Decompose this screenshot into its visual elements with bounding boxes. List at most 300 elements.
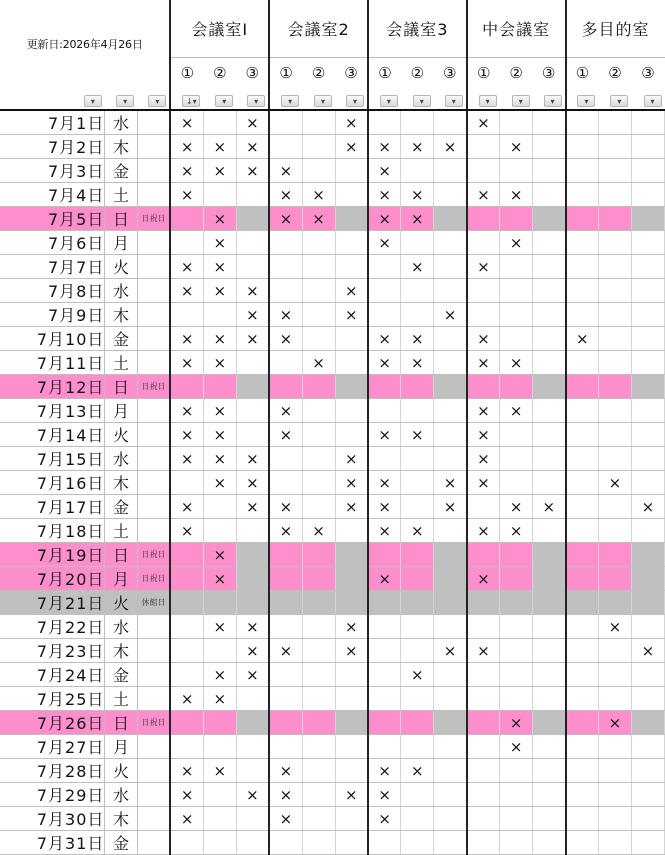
booking-cell[interactable] — [533, 567, 566, 591]
filter-dropdown-button[interactable] — [577, 95, 595, 107]
booking-cell[interactable] — [500, 423, 533, 447]
booking-cell[interactable] — [598, 495, 631, 519]
booking-cell[interactable] — [434, 183, 467, 207]
booking-cell[interactable] — [566, 183, 599, 207]
booking-cell[interactable]: × — [203, 327, 236, 351]
booking-cell[interactable] — [566, 759, 599, 783]
booking-cell[interactable] — [302, 831, 335, 855]
booking-cell[interactable] — [566, 110, 599, 135]
booking-cell[interactable] — [533, 183, 566, 207]
day-note-cell[interactable] — [137, 351, 170, 375]
booking-cell[interactable]: × — [500, 135, 533, 159]
filter-dropdown-button[interactable] — [281, 95, 299, 107]
booking-cell[interactable] — [302, 471, 335, 495]
weekday-cell[interactable]: 日 — [105, 711, 137, 735]
booking-cell[interactable]: × — [467, 567, 500, 591]
booking-cell[interactable]: × — [269, 399, 302, 423]
booking-cell[interactable]: × — [170, 519, 203, 543]
day-note-cell[interactable] — [137, 519, 170, 543]
booking-cell[interactable] — [203, 639, 236, 663]
date-cell[interactable]: 7月24日 — [0, 663, 105, 687]
booking-cell[interactable] — [368, 447, 401, 471]
day-note-cell[interactable] — [137, 447, 170, 471]
booking-cell[interactable]: × — [500, 735, 533, 759]
booking-cell[interactable] — [533, 135, 566, 159]
booking-cell[interactable]: × — [236, 639, 269, 663]
booking-cell[interactable] — [500, 447, 533, 471]
booking-cell[interactable] — [500, 375, 533, 399]
booking-cell[interactable] — [401, 159, 434, 183]
weekday-cell[interactable]: 火 — [105, 423, 137, 447]
booking-cell[interactable] — [566, 471, 599, 495]
weekday-cell[interactable]: 金 — [105, 159, 137, 183]
booking-cell[interactable] — [598, 159, 631, 183]
booking-cell[interactable] — [631, 471, 664, 495]
booking-cell[interactable] — [631, 303, 664, 327]
booking-cell[interactable]: × — [467, 110, 500, 135]
booking-cell[interactable] — [170, 543, 203, 567]
date-cell[interactable]: 7月17日 — [0, 495, 105, 519]
booking-cell[interactable] — [302, 639, 335, 663]
booking-cell[interactable] — [598, 399, 631, 423]
booking-cell[interactable] — [269, 615, 302, 639]
day-note-cell[interactable]: 日祝日 — [137, 207, 170, 231]
date-cell[interactable]: 7月14日 — [0, 423, 105, 447]
booking-cell[interactable] — [500, 687, 533, 711]
booking-cell[interactable] — [598, 807, 631, 831]
booking-cell[interactable] — [533, 399, 566, 423]
booking-cell[interactable] — [236, 351, 269, 375]
booking-cell[interactable] — [335, 159, 368, 183]
booking-cell[interactable] — [598, 375, 631, 399]
day-note-cell[interactable]: 日祝日 — [137, 543, 170, 567]
booking-cell[interactable] — [269, 447, 302, 471]
booking-cell[interactable] — [566, 783, 599, 807]
booking-cell[interactable] — [401, 783, 434, 807]
filter-dropdown-button[interactable] — [544, 95, 562, 107]
weekday-cell[interactable]: 月 — [105, 399, 137, 423]
booking-cell[interactable] — [533, 831, 566, 855]
weekday-cell[interactable]: 火 — [105, 759, 137, 783]
booking-cell[interactable] — [335, 543, 368, 567]
booking-cell[interactable] — [269, 375, 302, 399]
booking-cell[interactable] — [368, 591, 401, 615]
filter-dropdown-button[interactable] — [445, 95, 463, 107]
booking-cell[interactable] — [401, 567, 434, 591]
booking-cell[interactable] — [236, 543, 269, 567]
booking-cell[interactable] — [500, 327, 533, 351]
booking-cell[interactable]: × — [467, 447, 500, 471]
day-note-cell[interactable] — [137, 327, 170, 351]
booking-cell[interactable] — [368, 831, 401, 855]
booking-cell[interactable] — [269, 687, 302, 711]
booking-cell[interactable] — [269, 543, 302, 567]
booking-cell[interactable] — [434, 663, 467, 687]
booking-cell[interactable] — [467, 663, 500, 687]
booking-cell[interactable] — [368, 615, 401, 639]
booking-cell[interactable] — [566, 231, 599, 255]
booking-cell[interactable] — [203, 711, 236, 735]
booking-cell[interactable]: × — [269, 639, 302, 663]
weekday-cell[interactable]: 金 — [105, 327, 137, 351]
booking-cell[interactable]: × — [368, 759, 401, 783]
booking-cell[interactable] — [302, 615, 335, 639]
booking-cell[interactable] — [598, 567, 631, 591]
day-note-cell[interactable] — [137, 183, 170, 207]
booking-cell[interactable] — [566, 831, 599, 855]
weekday-cell[interactable]: 木 — [105, 135, 137, 159]
booking-cell[interactable] — [467, 135, 500, 159]
booking-cell[interactable] — [302, 279, 335, 303]
weekday-cell[interactable]: 月 — [105, 735, 137, 759]
booking-cell[interactable]: × — [566, 327, 599, 351]
weekday-cell[interactable]: 土 — [105, 351, 137, 375]
booking-cell[interactable] — [269, 591, 302, 615]
booking-cell[interactable] — [269, 831, 302, 855]
booking-cell[interactable]: × — [269, 303, 302, 327]
booking-cell[interactable]: × — [335, 615, 368, 639]
filter-dropdown-button[interactable] — [346, 95, 364, 107]
booking-cell[interactable]: × — [170, 423, 203, 447]
weekday-cell[interactable]: 月 — [105, 231, 137, 255]
booking-cell[interactable]: × — [533, 495, 566, 519]
booking-cell[interactable]: × — [434, 495, 467, 519]
booking-cell[interactable] — [631, 567, 664, 591]
booking-cell[interactable] — [566, 591, 599, 615]
weekday-cell[interactable]: 木 — [105, 303, 137, 327]
booking-cell[interactable] — [467, 207, 500, 231]
booking-cell[interactable] — [533, 591, 566, 615]
booking-cell[interactable] — [566, 303, 599, 327]
booking-cell[interactable]: × — [203, 135, 236, 159]
booking-cell[interactable]: × — [467, 351, 500, 375]
booking-cell[interactable] — [434, 231, 467, 255]
booking-cell[interactable] — [170, 639, 203, 663]
date-cell[interactable]: 7月8日 — [0, 279, 105, 303]
booking-cell[interactable]: × — [401, 183, 434, 207]
booking-cell[interactable] — [598, 327, 631, 351]
booking-cell[interactable] — [302, 255, 335, 279]
booking-cell[interactable] — [335, 735, 368, 759]
booking-cell[interactable]: × — [269, 207, 302, 231]
booking-cell[interactable] — [203, 110, 236, 135]
booking-cell[interactable] — [500, 159, 533, 183]
booking-cell[interactable]: × — [335, 495, 368, 519]
filter-dropdown-button[interactable] — [148, 95, 166, 107]
booking-cell[interactable] — [203, 303, 236, 327]
booking-cell[interactable] — [434, 375, 467, 399]
booking-cell[interactable] — [236, 423, 269, 447]
date-cell[interactable]: 7月4日 — [0, 183, 105, 207]
booking-cell[interactable] — [598, 639, 631, 663]
filter-dropdown-button[interactable] — [84, 95, 102, 107]
weekday-cell[interactable]: 木 — [105, 807, 137, 831]
booking-cell[interactable] — [533, 231, 566, 255]
booking-cell[interactable]: × — [236, 495, 269, 519]
booking-cell[interactable] — [368, 711, 401, 735]
booking-cell[interactable]: × — [236, 447, 269, 471]
filter-dropdown-button[interactable] — [215, 95, 233, 107]
booking-cell[interactable]: × — [467, 255, 500, 279]
booking-cell[interactable]: × — [401, 255, 434, 279]
day-note-cell[interactable]: 休館日 — [137, 591, 170, 615]
filter-sorted-button[interactable] — [182, 95, 200, 107]
booking-cell[interactable]: × — [203, 759, 236, 783]
weekday-cell[interactable]: 月 — [105, 567, 137, 591]
booking-cell[interactable] — [631, 711, 664, 735]
booking-cell[interactable]: × — [335, 447, 368, 471]
booking-cell[interactable] — [566, 351, 599, 375]
day-note-cell[interactable] — [137, 807, 170, 831]
booking-cell[interactable]: × — [401, 663, 434, 687]
booking-cell[interactable] — [302, 375, 335, 399]
booking-cell[interactable]: × — [500, 231, 533, 255]
booking-cell[interactable] — [236, 567, 269, 591]
booking-cell[interactable] — [434, 279, 467, 303]
booking-cell[interactable]: × — [170, 687, 203, 711]
booking-cell[interactable]: × — [401, 519, 434, 543]
booking-cell[interactable]: × — [236, 159, 269, 183]
weekday-cell[interactable]: 土 — [105, 519, 137, 543]
booking-cell[interactable] — [236, 207, 269, 231]
booking-cell[interactable]: × — [203, 567, 236, 591]
booking-cell[interactable] — [434, 207, 467, 231]
booking-cell[interactable] — [566, 615, 599, 639]
booking-cell[interactable] — [598, 783, 631, 807]
booking-cell[interactable] — [566, 687, 599, 711]
booking-cell[interactable] — [302, 327, 335, 351]
booking-cell[interactable] — [434, 399, 467, 423]
booking-cell[interactable] — [631, 351, 664, 375]
booking-cell[interactable] — [368, 303, 401, 327]
booking-cell[interactable]: × — [170, 327, 203, 351]
weekday-cell[interactable]: 木 — [105, 639, 137, 663]
booking-cell[interactable] — [236, 759, 269, 783]
weekday-cell[interactable]: 水 — [105, 110, 137, 135]
booking-cell[interactable] — [368, 543, 401, 567]
booking-cell[interactable] — [434, 783, 467, 807]
booking-cell[interactable] — [598, 135, 631, 159]
booking-cell[interactable] — [236, 231, 269, 255]
booking-cell[interactable] — [170, 207, 203, 231]
booking-cell[interactable] — [598, 255, 631, 279]
booking-cell[interactable] — [533, 375, 566, 399]
booking-cell[interactable] — [203, 735, 236, 759]
booking-cell[interactable] — [566, 567, 599, 591]
booking-cell[interactable] — [434, 831, 467, 855]
booking-cell[interactable] — [566, 639, 599, 663]
booking-cell[interactable]: × — [368, 351, 401, 375]
booking-cell[interactable]: × — [368, 231, 401, 255]
booking-cell[interactable] — [631, 831, 664, 855]
booking-cell[interactable] — [533, 471, 566, 495]
booking-cell[interactable] — [335, 327, 368, 351]
booking-cell[interactable] — [203, 519, 236, 543]
date-cell[interactable]: 7月31日 — [0, 831, 105, 855]
booking-cell[interactable]: × — [434, 639, 467, 663]
booking-cell[interactable]: × — [467, 183, 500, 207]
booking-cell[interactable] — [401, 687, 434, 711]
booking-cell[interactable]: × — [203, 447, 236, 471]
filter-dropdown-button[interactable] — [610, 95, 628, 107]
booking-cell[interactable] — [170, 663, 203, 687]
date-cell[interactable]: 7月21日 — [0, 591, 105, 615]
booking-cell[interactable]: × — [269, 495, 302, 519]
booking-cell[interactable] — [302, 231, 335, 255]
booking-cell[interactable]: × — [335, 783, 368, 807]
booking-cell[interactable] — [566, 447, 599, 471]
booking-cell[interactable] — [170, 471, 203, 495]
booking-cell[interactable] — [203, 183, 236, 207]
filter-dropdown-button[interactable] — [116, 95, 134, 107]
booking-cell[interactable]: × — [203, 207, 236, 231]
booking-cell[interactable] — [566, 495, 599, 519]
booking-cell[interactable] — [631, 687, 664, 711]
booking-cell[interactable] — [236, 375, 269, 399]
booking-cell[interactable]: × — [500, 183, 533, 207]
booking-cell[interactable] — [335, 687, 368, 711]
booking-cell[interactable] — [170, 615, 203, 639]
booking-cell[interactable] — [335, 807, 368, 831]
booking-cell[interactable] — [533, 255, 566, 279]
booking-cell[interactable] — [236, 807, 269, 831]
booking-cell[interactable]: × — [302, 183, 335, 207]
booking-cell[interactable] — [533, 783, 566, 807]
booking-cell[interactable] — [500, 567, 533, 591]
day-note-cell[interactable] — [137, 255, 170, 279]
booking-cell[interactable] — [631, 591, 664, 615]
date-cell[interactable]: 7月12日 — [0, 375, 105, 399]
booking-cell[interactable] — [533, 519, 566, 543]
booking-cell[interactable] — [598, 231, 631, 255]
booking-cell[interactable]: × — [236, 303, 269, 327]
booking-cell[interactable] — [598, 447, 631, 471]
filter-dropdown-button[interactable] — [380, 95, 398, 107]
booking-cell[interactable] — [434, 759, 467, 783]
booking-cell[interactable] — [598, 303, 631, 327]
booking-cell[interactable]: × — [368, 135, 401, 159]
booking-cell[interactable] — [269, 255, 302, 279]
booking-cell[interactable]: × — [500, 711, 533, 735]
booking-cell[interactable] — [335, 231, 368, 255]
booking-cell[interactable] — [434, 543, 467, 567]
booking-cell[interactable] — [631, 327, 664, 351]
booking-cell[interactable] — [533, 711, 566, 735]
booking-cell[interactable]: × — [401, 135, 434, 159]
booking-cell[interactable] — [368, 110, 401, 135]
filter-dropdown-button[interactable] — [512, 95, 530, 107]
booking-cell[interactable] — [335, 375, 368, 399]
booking-cell[interactable]: × — [170, 183, 203, 207]
booking-cell[interactable] — [335, 831, 368, 855]
booking-cell[interactable]: × — [269, 423, 302, 447]
date-cell[interactable]: 7月27日 — [0, 735, 105, 759]
booking-cell[interactable]: × — [203, 159, 236, 183]
booking-cell[interactable] — [302, 303, 335, 327]
booking-cell[interactable] — [236, 183, 269, 207]
booking-cell[interactable] — [598, 183, 631, 207]
booking-cell[interactable]: × — [236, 110, 269, 135]
date-cell[interactable]: 7月25日 — [0, 687, 105, 711]
booking-cell[interactable] — [500, 110, 533, 135]
booking-cell[interactable] — [467, 807, 500, 831]
booking-cell[interactable]: × — [368, 567, 401, 591]
booking-cell[interactable]: × — [598, 711, 631, 735]
booking-cell[interactable]: × — [500, 495, 533, 519]
booking-cell[interactable]: × — [236, 279, 269, 303]
booking-cell[interactable]: × — [368, 783, 401, 807]
booking-cell[interactable]: × — [170, 351, 203, 375]
booking-cell[interactable] — [566, 399, 599, 423]
booking-cell[interactable]: × — [170, 135, 203, 159]
booking-cell[interactable] — [598, 591, 631, 615]
day-note-cell[interactable]: 日祝日 — [137, 567, 170, 591]
booking-cell[interactable] — [401, 615, 434, 639]
booking-cell[interactable]: × — [302, 519, 335, 543]
booking-cell[interactable] — [335, 423, 368, 447]
booking-cell[interactable]: × — [269, 783, 302, 807]
booking-cell[interactable]: × — [170, 807, 203, 831]
booking-cell[interactable]: × — [467, 639, 500, 663]
booking-cell[interactable] — [302, 735, 335, 759]
date-cell[interactable]: 7月18日 — [0, 519, 105, 543]
booking-cell[interactable] — [434, 351, 467, 375]
booking-cell[interactable]: × — [236, 663, 269, 687]
booking-cell[interactable] — [236, 255, 269, 279]
booking-cell[interactable] — [598, 110, 631, 135]
booking-cell[interactable] — [598, 351, 631, 375]
booking-cell[interactable] — [170, 591, 203, 615]
booking-cell[interactable] — [467, 543, 500, 567]
booking-cell[interactable]: × — [467, 471, 500, 495]
booking-cell[interactable] — [269, 663, 302, 687]
booking-cell[interactable]: × — [236, 471, 269, 495]
booking-cell[interactable] — [335, 255, 368, 279]
booking-cell[interactable]: × — [236, 615, 269, 639]
booking-cell[interactable] — [598, 279, 631, 303]
booking-cell[interactable] — [566, 543, 599, 567]
date-cell[interactable]: 7月5日 — [0, 207, 105, 231]
booking-cell[interactable]: × — [598, 471, 631, 495]
booking-cell[interactable] — [598, 687, 631, 711]
booking-cell[interactable]: × — [401, 423, 434, 447]
filter-dropdown-button[interactable] — [644, 95, 662, 107]
booking-cell[interactable] — [467, 615, 500, 639]
day-note-cell[interactable] — [137, 159, 170, 183]
booking-cell[interactable]: × — [203, 231, 236, 255]
booking-cell[interactable] — [401, 639, 434, 663]
booking-cell[interactable] — [598, 207, 631, 231]
weekday-cell[interactable]: 水 — [105, 279, 137, 303]
booking-cell[interactable] — [631, 735, 664, 759]
booking-cell[interactable] — [467, 279, 500, 303]
booking-cell[interactable] — [203, 807, 236, 831]
booking-cell[interactable] — [533, 807, 566, 831]
booking-cell[interactable] — [269, 231, 302, 255]
booking-cell[interactable]: × — [368, 207, 401, 231]
booking-cell[interactable]: × — [335, 303, 368, 327]
booking-cell[interactable] — [631, 110, 664, 135]
booking-cell[interactable] — [434, 711, 467, 735]
booking-cell[interactable]: × — [170, 279, 203, 303]
booking-cell[interactable] — [533, 279, 566, 303]
date-cell[interactable]: 7月3日 — [0, 159, 105, 183]
booking-cell[interactable] — [500, 615, 533, 639]
booking-cell[interactable] — [467, 231, 500, 255]
booking-cell[interactable]: × — [500, 399, 533, 423]
booking-cell[interactable]: × — [203, 663, 236, 687]
booking-cell[interactable]: × — [434, 303, 467, 327]
